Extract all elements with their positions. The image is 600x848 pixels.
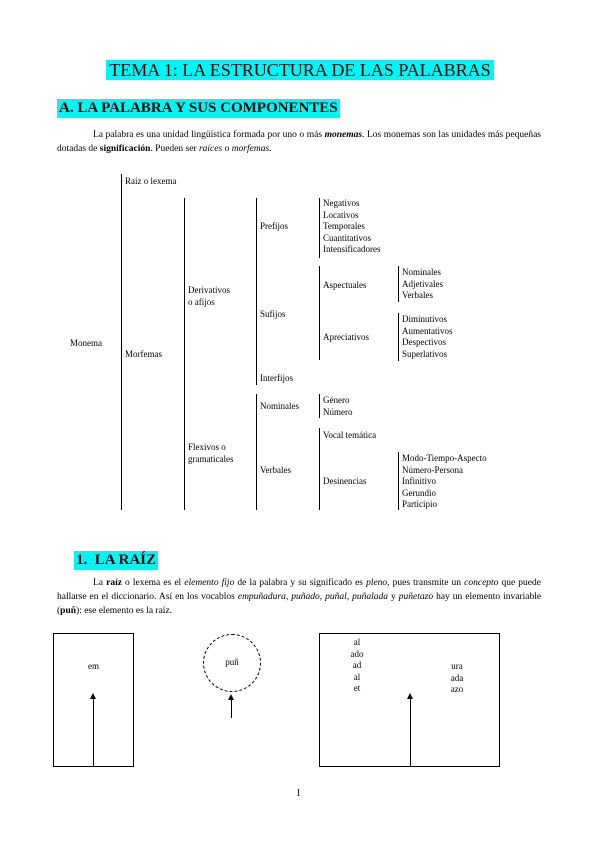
arrow-up-icon bbox=[407, 693, 413, 699]
tree-raiz: Raíz o lexema bbox=[125, 176, 177, 186]
list-prefijos: Negativos Locativos Temporales Cuantitativos Intensificadores bbox=[323, 198, 381, 254]
tree-prefijos: Prefijos bbox=[260, 221, 288, 231]
title-wrap bbox=[0, 60, 600, 81]
tree-apreciativos: Apreciativos bbox=[323, 332, 369, 342]
tree-flexivos: Flexivos o gramaticales bbox=[188, 442, 234, 464]
suffix-col-left: al ado ad al et bbox=[350, 637, 364, 693]
section-a-heading: A. LA PALABRA Y SUS COMPONENTES bbox=[59, 100, 338, 116]
bracket-prefijos bbox=[319, 198, 320, 258]
bracket-apreciativos bbox=[398, 313, 399, 361]
list-apreciativos: Diminutivos Aumentativos Despectivos Superlativos bbox=[402, 314, 453, 359]
page-title: TEMA 1: LA ESTRUCTURA DE LAS PALABRAS bbox=[106, 60, 493, 80]
arrow-line-3 bbox=[410, 698, 411, 766]
list-aspectuales: Nominales Adjetivales Verbales bbox=[402, 267, 443, 300]
raiz-paragraph: La raíz o lexema es el elemento fijo de la palabra y su significado es pleno, pues transmite un concepto que puede hallarse en el diccionario. Así en los vocablos empuñadura, puñado, puñal, puñalada y puñetazo hay un elemento invariable (puñ): ese elemento es la raíz. bbox=[57, 578, 542, 616]
bracket-sufijos bbox=[319, 266, 320, 360]
arrow-line-2 bbox=[231, 700, 232, 718]
tree-nominales: Nominales bbox=[260, 401, 299, 411]
intro-paragraph: La palabra es una unidad lingüística formada por uno o más monemas. Los monemas son las unidades más pequeñas dotadas de significación. Pueden ser raíces o morfemas. bbox=[57, 130, 542, 154]
tree-verbales: Verbales bbox=[260, 465, 291, 475]
tree-aspectuales: Aspectuales bbox=[323, 280, 367, 290]
arrow-up-icon bbox=[90, 693, 96, 699]
tree-monema: Monema bbox=[70, 338, 102, 348]
tree-interfijos: Interfijos bbox=[260, 373, 293, 383]
suffix-col-right: ura ada azo bbox=[450, 661, 464, 694]
list-desinencias: Modo-Tiempo-Aspecto Número-Persona Infinitivo Gerundio Participio bbox=[402, 453, 487, 509]
bracket-flexivos bbox=[256, 394, 257, 510]
bracket-aspectuales bbox=[398, 266, 399, 302]
bracket-derivativos bbox=[256, 198, 257, 385]
tree-derivativos: Derivativos o afijos bbox=[188, 285, 230, 307]
arrow-up-icon bbox=[228, 694, 234, 700]
bracket-morfemas bbox=[184, 198, 185, 510]
section-raiz-heading: 1. LA RAÍZ bbox=[76, 552, 157, 568]
bracket-monema bbox=[121, 174, 122, 510]
circle-root-label: puñ bbox=[225, 657, 239, 667]
box-prefix-label: em bbox=[88, 661, 99, 671]
tree-sufijos: Sufijos bbox=[260, 309, 286, 319]
list-nominales: Género Número bbox=[323, 395, 353, 417]
tree-morfemas: Morfemas bbox=[125, 349, 162, 359]
tree-vocal-tematica: Vocal temática bbox=[323, 430, 377, 440]
bracket-nominales bbox=[319, 394, 320, 418]
bracket-desinencias bbox=[398, 452, 399, 510]
bracket-verbales bbox=[319, 428, 320, 510]
arrow-line-1 bbox=[93, 698, 94, 766]
tree-desinencias: Desinencias bbox=[323, 476, 367, 486]
page-number: 1 bbox=[296, 788, 301, 799]
